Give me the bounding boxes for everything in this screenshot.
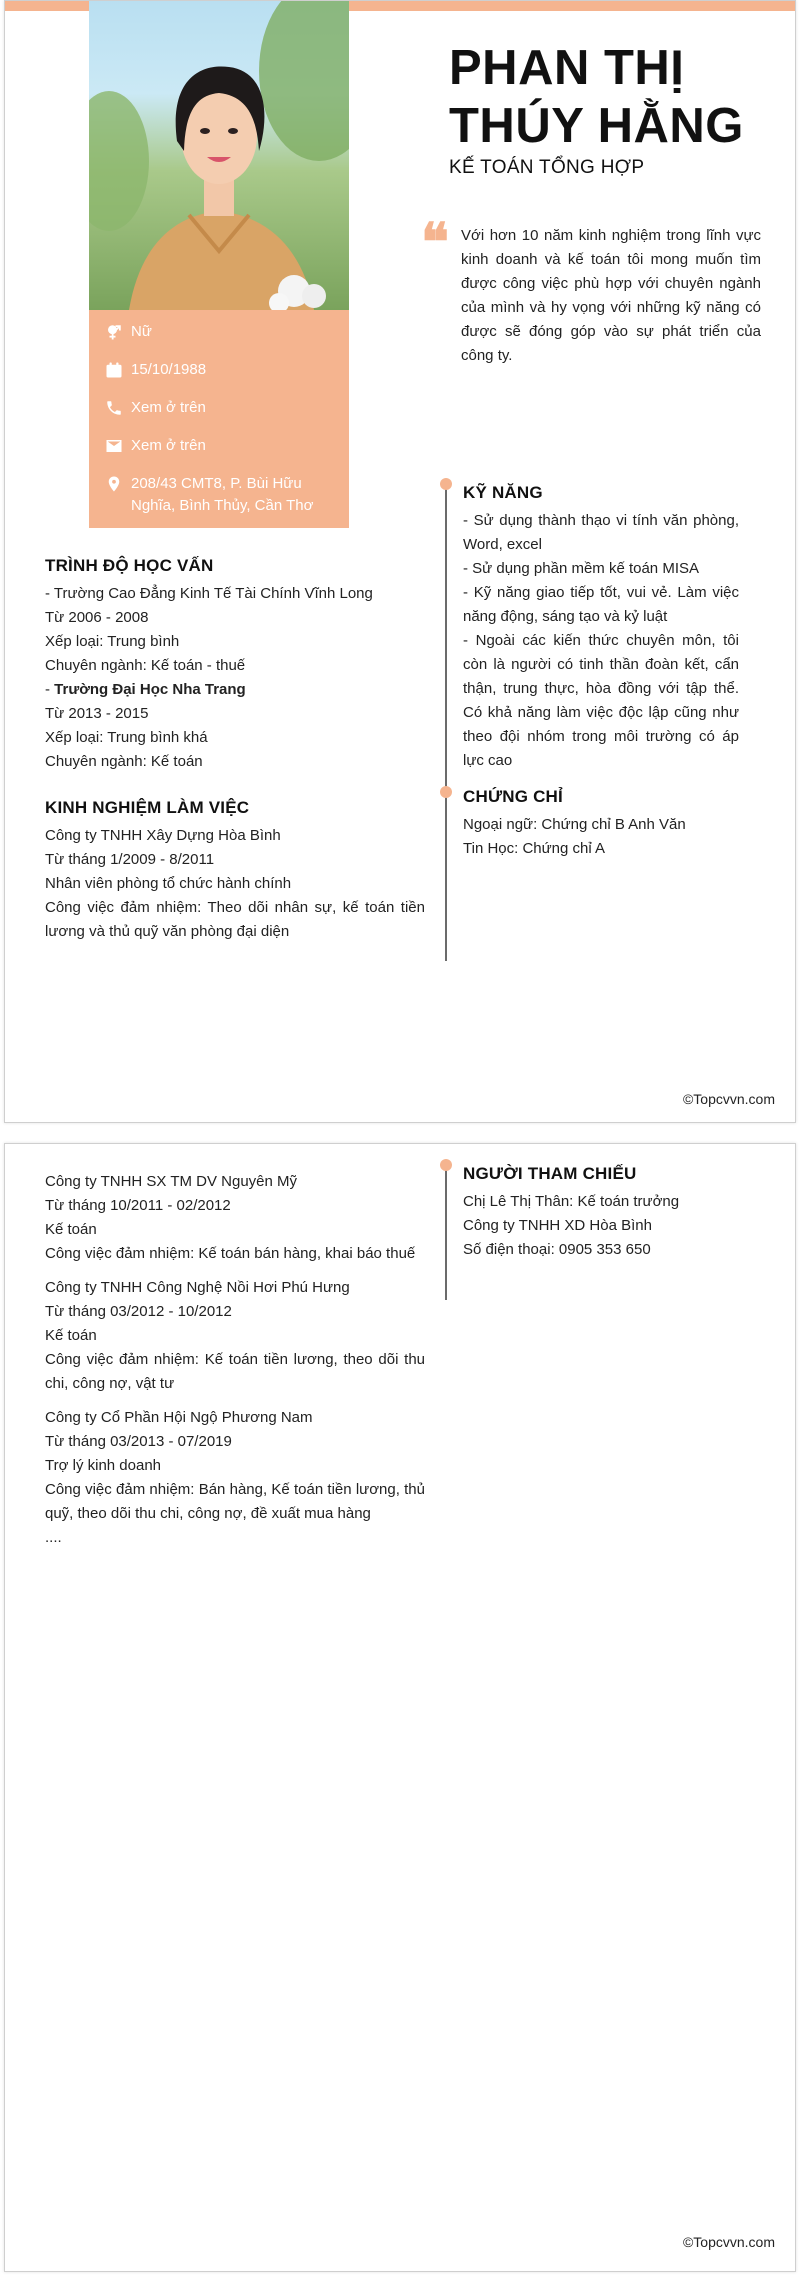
reference-item: Chị Lê Thị Thân: Kế toán trưởng xyxy=(463,1193,680,1210)
job-title: KẾ TOÁN TỔNG HỢP xyxy=(449,157,645,178)
skill-item: - Sử dụng phần mềm kế toán MISA xyxy=(463,560,699,577)
experience-line: Công việc đảm nhiệm: Kế toán tiền lương, theo dõi thu chi, công nợ, vật tư xyxy=(45,1351,425,1392)
timeline-dot xyxy=(440,1159,452,1171)
contact-phone xyxy=(105,397,337,419)
skills-title: KỸ NĂNG xyxy=(463,483,543,502)
experience-line: Từ tháng 03/2013 - 07/2019 xyxy=(45,1433,232,1450)
phone-icon xyxy=(105,397,131,419)
footer-brand: ©Topcvvn.com xyxy=(682,1091,775,1107)
experience-job xyxy=(45,1406,425,1550)
career-summary: Với hơn 10 năm kinh nghiệm trong lĩnh vực kinh doanh và kế toán tôi mong muốn tìm được công việc phù hợp với chuyên ngành của mình và hy vọng với những kỹ năng có được sẽ đóng góp vào sự phát triển của công ty. xyxy=(461,227,761,364)
experience-job xyxy=(45,1276,425,1396)
education-dash: - xyxy=(45,681,55,698)
references-section xyxy=(447,1160,739,1262)
contact-gender-text: Nữ xyxy=(131,323,152,340)
education-line: Xếp loại: Trung bình khá xyxy=(45,729,208,746)
skill-item: - Sử dụng thành thạo vi tính văn phòng, Word, excel xyxy=(463,512,739,553)
name-line-1: PHAN THỊ xyxy=(449,41,685,95)
experience-section xyxy=(45,798,425,944)
contact-email xyxy=(105,435,337,457)
experience-line: Kế toán xyxy=(45,1221,97,1238)
certificates-section xyxy=(447,787,739,861)
location-icon xyxy=(105,473,131,495)
experience-job xyxy=(45,1170,425,1266)
education-school-2 xyxy=(45,678,425,702)
references-title: NGƯỜI THAM CHIẾU xyxy=(463,1164,637,1183)
education-school-name: Trường Đại Học Nha Trang xyxy=(54,681,246,698)
contact-address-text: 208/43 CMT8, P. Bùi Hữu Nghĩa, Bình Thủy, Cần Thơ xyxy=(131,475,314,514)
email-icon xyxy=(105,435,131,457)
experience-line: Từ tháng 03/2012 - 10/2012 xyxy=(45,1303,232,1320)
experience-line: Từ tháng 1/2009 - 8/2011 xyxy=(45,851,215,868)
cv-page-2 xyxy=(4,1143,796,2272)
contact-list xyxy=(105,321,337,533)
calendar-icon xyxy=(105,359,131,381)
education-line: Từ 2006 - 2008 xyxy=(45,609,149,626)
experience-line: Công ty Cổ Phần Hội Ngộ Phương Nam xyxy=(45,1409,313,1426)
certificate-item: Ngoại ngữ: Chứng chỉ B Anh Văn xyxy=(463,816,686,833)
contact-phone-text: Xem ở trên xyxy=(131,399,206,416)
experience-line: Trợ lý kinh doanh xyxy=(45,1457,162,1474)
reference-item: Số điện thoại: 0905 353 650 xyxy=(463,1241,651,1258)
right-timeline xyxy=(445,479,739,961)
profile-panel xyxy=(89,1,349,528)
experience-line: Công ty TNHH SX TM DV Nguyên Mỹ xyxy=(45,1173,298,1190)
education-section xyxy=(45,556,425,774)
certificates-title: CHỨNG CHỈ xyxy=(463,787,563,806)
education-line: - Trường Cao Đẳng Kinh Tế Tài Chính Vĩnh Long xyxy=(45,585,373,602)
education-line: Từ 2013 - 2015 xyxy=(45,705,149,722)
experience-line: Nhân viên phòng tổ chức hành chính xyxy=(45,875,292,892)
experience-title: KINH NGHIỆM LÀM VIỆC xyxy=(45,798,250,817)
profile-photo xyxy=(89,1,349,310)
cv-page-1 xyxy=(4,0,796,1123)
contact-birthday-text: 15/10/1988 xyxy=(131,361,207,378)
skill-item: - Ngoài các kiến thức chuyên môn, tôi còn là người có tinh thần đoàn kết, cẩn thận, trung thực, hòa đồng với tập thể. Có khả năng làm việc độc lập cũng như theo đội nhóm trong môi trường có áp lực cao xyxy=(463,632,739,769)
contact-email-text: Xem ở trên xyxy=(131,437,206,454)
certificate-item: Tin Học: Chứng chỉ A xyxy=(463,840,606,857)
timeline-dot xyxy=(440,786,452,798)
gender-icon xyxy=(105,321,131,343)
name-line-2: THÚY HẰNG xyxy=(449,99,744,153)
experience-line: Công việc đảm nhiệm: Kế toán bán hàng, khai báo thuế xyxy=(45,1245,416,1262)
right-timeline-2 xyxy=(445,1160,739,1300)
skills-section xyxy=(447,479,739,773)
contact-birthday xyxy=(105,359,337,381)
experience-line: .... xyxy=(45,1529,62,1546)
education-line: Chuyên ngành: Kế toán xyxy=(45,753,203,770)
education-title: TRÌNH ĐỘ HỌC VẤN xyxy=(45,556,214,575)
experience-line: Công ty TNHH Công Nghệ Nồi Hơi Phú Hưng xyxy=(45,1279,350,1296)
contact-gender xyxy=(105,321,337,343)
timeline-dot xyxy=(440,478,452,490)
experience-line: Từ tháng 10/2011 - 02/2012 xyxy=(45,1197,231,1214)
education-line: Xếp loại: Trung bình xyxy=(45,633,180,650)
quote-icon: ❝ xyxy=(421,212,449,273)
skill-item: - Kỹ năng giao tiếp tốt, vui vẻ. Làm việc năng động, sáng tạo và kỷ luật xyxy=(463,584,739,625)
experience-continued xyxy=(45,1170,425,1550)
experience-line: Công việc đảm nhiệm: Theo dõi nhân sự, kế toán tiền lương và thủ quỹ văn phòng đại diện xyxy=(45,899,425,940)
profile-photo-illustration xyxy=(89,1,349,310)
footer-brand: ©Topcvvn.com xyxy=(682,2234,775,2250)
contact-address xyxy=(105,473,337,517)
full-name xyxy=(449,39,789,155)
experience-line: Công ty TNHH Xây Dựng Hòa Bình xyxy=(45,827,281,844)
reference-item: Công ty TNHH XD Hòa Bình xyxy=(463,1217,652,1234)
education-line: Chuyên ngành: Kế toán - thuế xyxy=(45,657,246,674)
experience-line: Công việc đảm nhiệm: Bán hàng, Kế toán tiền lương, thủ quỹ, theo dõi thu chi, công nợ, đề xuất mua hàng xyxy=(45,1481,425,1522)
experience-line: Kế toán xyxy=(45,1327,97,1344)
